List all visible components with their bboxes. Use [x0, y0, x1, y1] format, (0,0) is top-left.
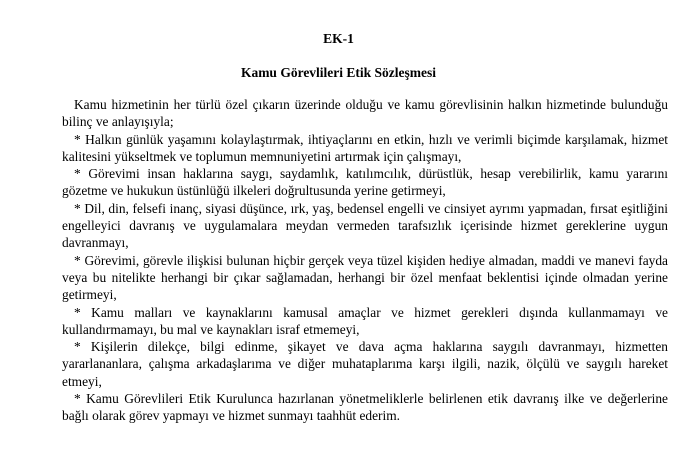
intro-paragraph: Kamu hizmetinin her türlü özel çıkarın üzerinde olduğu ve kamu görevlisinin halkın hizmetinde bulunduğu bilinç ve anlayışıyla; — [62, 97, 668, 130]
commitment-item: * Kişilerin dilekçe, bilgi edinme, şikayet ve dava açma haklarına saygılı davranmayı, hizmetten yararlananlara, çalışma arkadaşlarıma ve diğer muhataplarıma karşı ilgili, nazik, ölçülü ve saygılı hareket etmeyi, — [62, 339, 668, 389]
document-body — [62, 96, 668, 425]
commitment-item: * Halkın günlük yaşamını kolaylaştırmak, ihtiyaçlarını en etkin, hızlı ve verimli biçimde karşılamak, hizmet kalitesini yükseltmek ve toplumun memnuniyetini artırmak için çalışmayı, — [62, 131, 668, 164]
commitment-item: * Kamu Görevlileri Etik Kurulunca hazırlanan yönetmeliklerle belirlenen etik davranış ilke ve değerlerine bağlı olarak görev yapmayı ve hizmet sunmayı taahhüt ederim. — [62, 391, 668, 424]
commitment-item: * Dil, din, felsefi inanç, siyasi düşünce, ırk, yaş, bedensel engelli ve cinsiyet ayrımı yapmadan, fırsat eşitliğini engelleyici davranış ve uygulamalara meydan vermeden tarafsızlık içerisinde hizmet gereklerine uygun davranmayı, — [62, 200, 668, 251]
commitment-item: * Kamu malları ve kaynaklarını kamusal amaçlar ve hizmet gerekleri dışında kullanmamayı ve kullandırmamayı, bu mal ve kaynakları israf etmemeyi, — [62, 304, 668, 337]
document-title: Kamu Görevlileri Etik Sözleşmesi — [240, 65, 437, 80]
annex-label: EK-1 — [323, 31, 354, 46]
commitment-item: * Görevimi insan haklarına saygı, saydamlık, katılımcılık, dürüstlük, hesap verebilirlik, kamu yararını gözetme ve hukukun üstünlüğü ilkeleri doğrultusunda yerine getirmeyi, — [62, 166, 668, 199]
commitment-item: * Görevimi, görevle ilişkisi bulunan hiçbir gerçek veya tüzel kişiden hediye almadan, maddi ve manevi fayda veya bu nitelikte herhangi bir çıkar sağlamadan, herhangi bir özel menfaat beklentisi içinde olmadan yerine getirmeyi, — [62, 252, 668, 303]
